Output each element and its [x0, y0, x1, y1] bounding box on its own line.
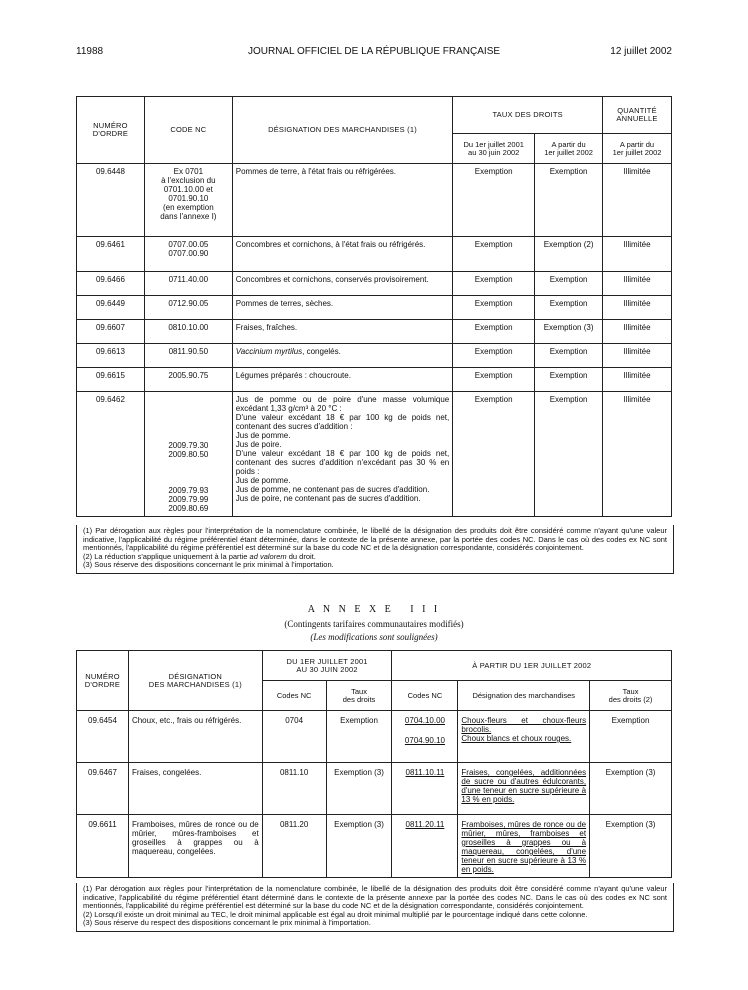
row-taux-a: Exemption: [453, 296, 535, 320]
col-quantite-sub: A partir du 1er juillet 2002: [603, 134, 672, 164]
row-code: [144, 392, 232, 517]
footnote-2-italic: ad valorem: [249, 551, 287, 561]
new-code: 0811.20.11: [405, 820, 445, 829]
row-designation: Fraises, fraîches.: [232, 320, 452, 344]
row-taux-a: Exemption: [453, 320, 535, 344]
table-row: [77, 392, 672, 517]
table-row: [77, 368, 672, 392]
row-new-designations: [458, 711, 590, 763]
col-apartir-2002: À PARTIR DU 1ER JUILLET 2002: [392, 651, 672, 681]
table-row: [77, 164, 672, 237]
row-new-designations: [458, 815, 590, 878]
row-quantite: Illimitée: [603, 392, 672, 517]
col-taux: TAUX DES DROITS: [453, 97, 603, 134]
row-numero: 09.6607: [77, 320, 145, 344]
row-taux-2: Exemption (3): [590, 815, 672, 878]
row-numero: 09.6613: [77, 344, 145, 368]
row-taux-b: Exemption: [535, 164, 603, 237]
row-taux-b: Exemption: [535, 392, 603, 517]
publication-date: 12 juillet 2002: [610, 46, 672, 57]
row-code: 0704: [262, 711, 326, 763]
row-code: 2005.90.75: [144, 368, 232, 392]
row-quantite: Illimitée: [603, 320, 672, 344]
table-row: [77, 296, 672, 320]
table-row: [77, 320, 672, 344]
table-row: [77, 815, 672, 878]
row-code: 0811.10: [262, 763, 326, 815]
row-taux-a: Exemption: [453, 164, 535, 237]
journal-title: JOURNAL OFFICIEL DE LA RÉPUBLIQUE FRANÇAISE: [247, 46, 501, 57]
row-taux-b: Exemption (2): [535, 237, 603, 272]
juice-line-5: D'une valeur excédant 18 € par 100 kg de poids net, contenant des sucres d'addition n'excédant pas 30 % en poids :: [235, 449, 450, 476]
new-code: 0704.10.00: [404, 716, 445, 725]
juice-line-1: Jus de pomme ou de poire d'une masse volumique excédant 1,33 g/cm³ à 20 °C :: [235, 395, 450, 413]
juice-code-8: 2009.80.69: [168, 504, 209, 513]
annex-title: A N N E X E I I I: [307, 604, 441, 615]
row-designation: [232, 344, 452, 368]
row-code: Ex 0701 à l'exclusion du 0701.10.00 et 0701.90.10 (en exemption dans l'annexe I): [144, 164, 232, 237]
row-new-codes: [392, 711, 458, 763]
new-designation: Choux blancs et choux rouges.: [461, 734, 572, 743]
row-taux-2: Exemption: [590, 711, 672, 763]
row-code: 0712.90.05: [144, 296, 232, 320]
row-taux-a: Exemption: [453, 368, 535, 392]
col-codes-nc-2: Codes NC: [392, 681, 458, 711]
row-designation: Framboises, mûres de ronce ou de mûrier, mûres-framboises et groseilles à grappes ou à maquereau, congelées.: [128, 815, 262, 878]
row-taux-b: Exemption (3): [535, 320, 603, 344]
row-designation: Fraises, congelées.: [128, 763, 262, 815]
new-designation: Framboises, mûres de ronce ou de mûrier, mûres, framboises et groseilles à grappes ou à maquereau, congelées, d'une teneur en sucre supérieure à 13 % en poids.: [461, 820, 587, 874]
col-numero: NUMÉRO D'ORDRE: [77, 651, 129, 711]
row-numero: 09.6448: [77, 164, 145, 237]
row-numero: 09.6611: [77, 815, 129, 878]
col-designation: DÉSIGNATION DES MARCHANDISES (1): [128, 651, 262, 711]
row-taux: Exemption: [326, 711, 392, 763]
footnote-3: (3) Sous réserve des dispositions concernant le prix minimal à l'importation.: [83, 560, 334, 569]
row-quantite: Illimitée: [603, 344, 672, 368]
footnote-2-text: (2) La réduction s'applique uniquement à la partie: [83, 551, 250, 561]
table-row: [77, 272, 672, 296]
row-designation: Concombres et cornichons, à l'état frais ou réfrigérés.: [232, 237, 452, 272]
row-code: 0707.00.05 0707.00.90: [144, 237, 232, 272]
page-header: [76, 46, 672, 60]
row-numero: 09.6467: [77, 763, 129, 815]
new-code: 0704.90.10: [404, 736, 445, 745]
footnote-2-end: du droit.: [286, 551, 316, 561]
col-numero: NUMÉRO D'ORDRE: [77, 97, 145, 164]
row-new-codes: [392, 815, 458, 878]
footnote-1: (1) Par dérogation aux règles pour l'interprétation de la nomenclature combinée, le libellé de la désignation des produits doit être considéré comme n'ayant qu'une valeur indicative, l'applicabilité du régime préférentiel étant déterminé dans le contexte de la présente annexe par la portée des codes NC. Dans le cas où des codes ex NC sont mentionnés, l'applicabilité du régime préférentiel est déterminé sur la base du code NC et de la désignation correspondante, considérés conjointement.: [83, 884, 667, 910]
row-numero: 09.6462: [77, 392, 145, 517]
row-taux-a: Exemption: [453, 237, 535, 272]
row-code: 0811.90.50: [144, 344, 232, 368]
row-quantite: Illimitée: [603, 296, 672, 320]
col-taux-2001: Du 1er juillet 2001 au 30 juin 2002: [453, 134, 535, 164]
row-designation: Choux, etc., frais ou réfrigérés.: [128, 711, 262, 763]
footnote-3: (3) Sous réserve du respect des dispositions concernant le prix minimal à l'importation.: [83, 918, 371, 927]
new-designation: Choux-fleurs et choux-fleurs brocolis.: [461, 716, 587, 734]
juice-line-2: D'une valeur excédant 18 € par 100 kg de poids net, contenant des sucres d'addition :: [235, 413, 450, 431]
juice-line-7: Jus de pomme, ne contenant pas de sucres d'addition.: [235, 485, 430, 494]
designation-italic: Vaccinium myrtilus: [235, 347, 303, 356]
juice-code-7: 2009.79.99: [168, 495, 209, 504]
row-designation: Pommes de terre, à l'état frais ou réfrigérées.: [232, 164, 452, 237]
footnote-2: (2) Lorsqu'il existe un droit minimal au TEC, le droit minimal applicable est égal au droit minimal multiplié par le pourcentage indiqué dans cette colonne.: [83, 909, 588, 919]
row-numero: 09.6449: [77, 296, 145, 320]
table-row: [77, 237, 672, 272]
juice-code-4: 2009.80.50: [168, 450, 209, 459]
juice-line-6: Jus de pomme.: [235, 476, 291, 485]
row-numero: 09.6466: [77, 272, 145, 296]
col-taux-2: Taux des droits (2): [590, 681, 672, 711]
row-code: 0711.40.00: [144, 272, 232, 296]
designation-rest: , congelés.: [302, 347, 341, 356]
col-designation: DÉSIGNATION DES MARCHANDISES (1): [232, 97, 452, 164]
row-quantite: Illimitée: [603, 237, 672, 272]
row-code: 0811.20: [262, 815, 326, 878]
table1-footnotes: [76, 525, 674, 574]
row-designation: Légumes préparés : choucroute.: [232, 368, 452, 392]
row-taux-b: Exemption: [535, 368, 603, 392]
row-taux-b: Exemption: [535, 272, 603, 296]
row-quantite: Illimitée: [603, 272, 672, 296]
row-taux: Exemption (3): [326, 815, 392, 878]
col-du-2001: DU 1ER JUILLET 2001 AU 30 JUIN 2002: [262, 651, 392, 681]
juice-line-3: Jus de pomme.: [235, 431, 291, 440]
col-taux: Taux des droits: [326, 681, 392, 711]
annex-table-1: [76, 96, 672, 517]
row-numero: 09.6454: [77, 711, 129, 763]
table-row: [77, 711, 672, 763]
row-quantite: Illimitée: [603, 368, 672, 392]
juice-code-6: 2009.79.93: [168, 486, 209, 495]
row-designation: [232, 392, 452, 517]
new-code: 0811.10.11: [405, 768, 445, 777]
table-row: [77, 763, 672, 815]
footnote-1: (1) Par dérogation aux règles pour l'interprétation de la nomenclature combinée, le libellé de la désignation des produits doit être considéré comme n'ayant qu'une valeur indicative, l'applicabilité du régime préférentiel étant déterminée, dans le contexte de la présente annexe, par la portée des codes NC. Dans le cas où des codes ex NC sont mentionnés, l'applicabilité du régime préférentiel est déterminé sur la base du code NC et de la désignation correspondante, considérés conjointement.: [83, 526, 667, 552]
row-quantite: Illimitée: [603, 164, 672, 237]
col-codes-nc: Codes NC: [262, 681, 326, 711]
row-taux-a: Exemption: [453, 392, 535, 517]
row-numero: 09.6615: [77, 368, 145, 392]
page-number: 11988: [76, 46, 104, 57]
row-taux-a: Exemption: [453, 344, 535, 368]
col-designation-2: Désignation des marchandises: [458, 681, 590, 711]
row-taux: Exemption (3): [326, 763, 392, 815]
table-row: [77, 344, 672, 368]
new-designation: Fraises, congelées, additionnées de sucre ou d'autres édulcorants, d'une teneur en sucre supérieure à 13 % en poids.: [461, 768, 587, 804]
col-taux-2002: A partir du 1er juillet 2002: [535, 134, 603, 164]
juice-line-4: Jus de poire.: [235, 440, 282, 449]
col-quantite: QUANTITÉ ANNUELLE: [603, 97, 672, 134]
juice-code-3: 2009.79.30: [168, 441, 209, 450]
row-new-codes: [392, 763, 458, 815]
row-taux-b: Exemption: [535, 344, 603, 368]
row-numero: 09.6461: [77, 237, 145, 272]
row-taux-2: Exemption (3): [590, 763, 672, 815]
row-taux-b: Exemption: [535, 296, 603, 320]
row-designation: Pommes de terres, sèches.: [232, 296, 452, 320]
row-new-designations: [458, 763, 590, 815]
annex-table-3: [76, 650, 672, 878]
annex-subtitle: (Contingents tarifaires communautaires modifiés): [284, 619, 464, 629]
row-taux-a: Exemption: [453, 272, 535, 296]
col-code-nc: CODE NC: [144, 97, 232, 164]
table2-footnotes: [76, 883, 674, 932]
annex-heading: [0, 604, 748, 642]
juice-line-8: Jus de poire, ne contenant pas de sucres d'addition.: [235, 494, 421, 503]
annex-subtitle-2: (Les modifications sont soulignées): [310, 632, 438, 642]
row-designation: Concombres et cornichons, conservés provisoirement.: [232, 272, 452, 296]
row-code: 0810.10.00: [144, 320, 232, 344]
